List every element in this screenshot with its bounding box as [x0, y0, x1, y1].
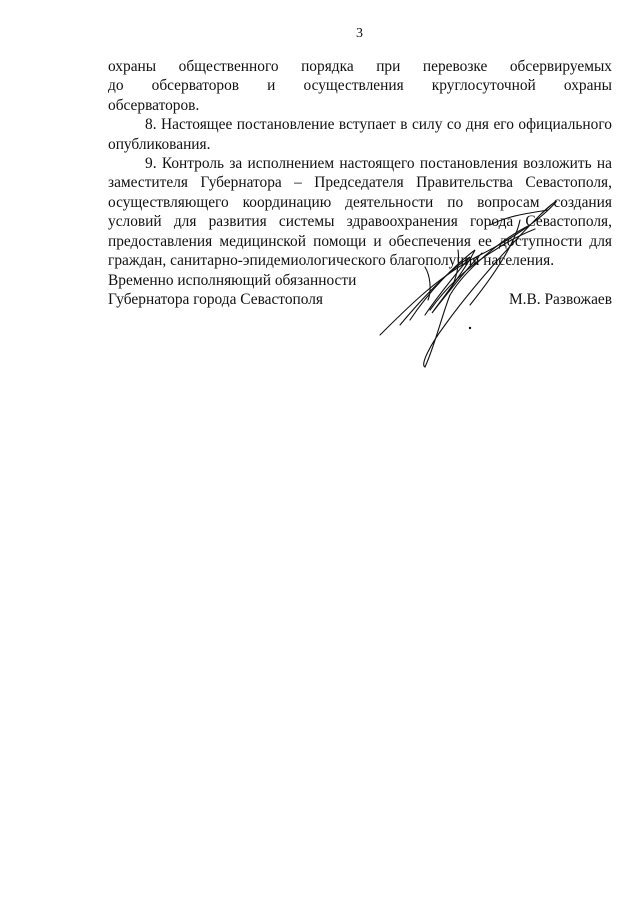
signatory-position-line2: Губернатора города Севастополя [108, 291, 324, 308]
paragraph-continuation: охраны общественного порядка при перевозке обсервируемых до обсерваторов и осуществления круглосуточной охраны обсерваторов. [108, 58, 612, 114]
page-number: 3 [356, 26, 363, 41]
signatory-position-line1: Временно исполняющий обязанности [108, 272, 357, 289]
paragraph-9: 9. Контроль за исполнением настоящего постановления возложить на заместителя Губернатора – Председателя Правительства Севастополя, осуществляющего координацию деятельности по вопросам создания условий для развития системы здравоохранения города Севастополя, предоставления медицинской помощи и обеспечения ее доступности для граждан, санитарно-эпидемиологического благополучия населения. [108, 155, 612, 270]
paragraph-8: 8. Настоящее постановление вступает в силу со дня его официального опубликования. [108, 116, 612, 153]
handwritten-signature [370, 195, 570, 370]
signatory-name: М.В. Развожаев [509, 291, 612, 308]
